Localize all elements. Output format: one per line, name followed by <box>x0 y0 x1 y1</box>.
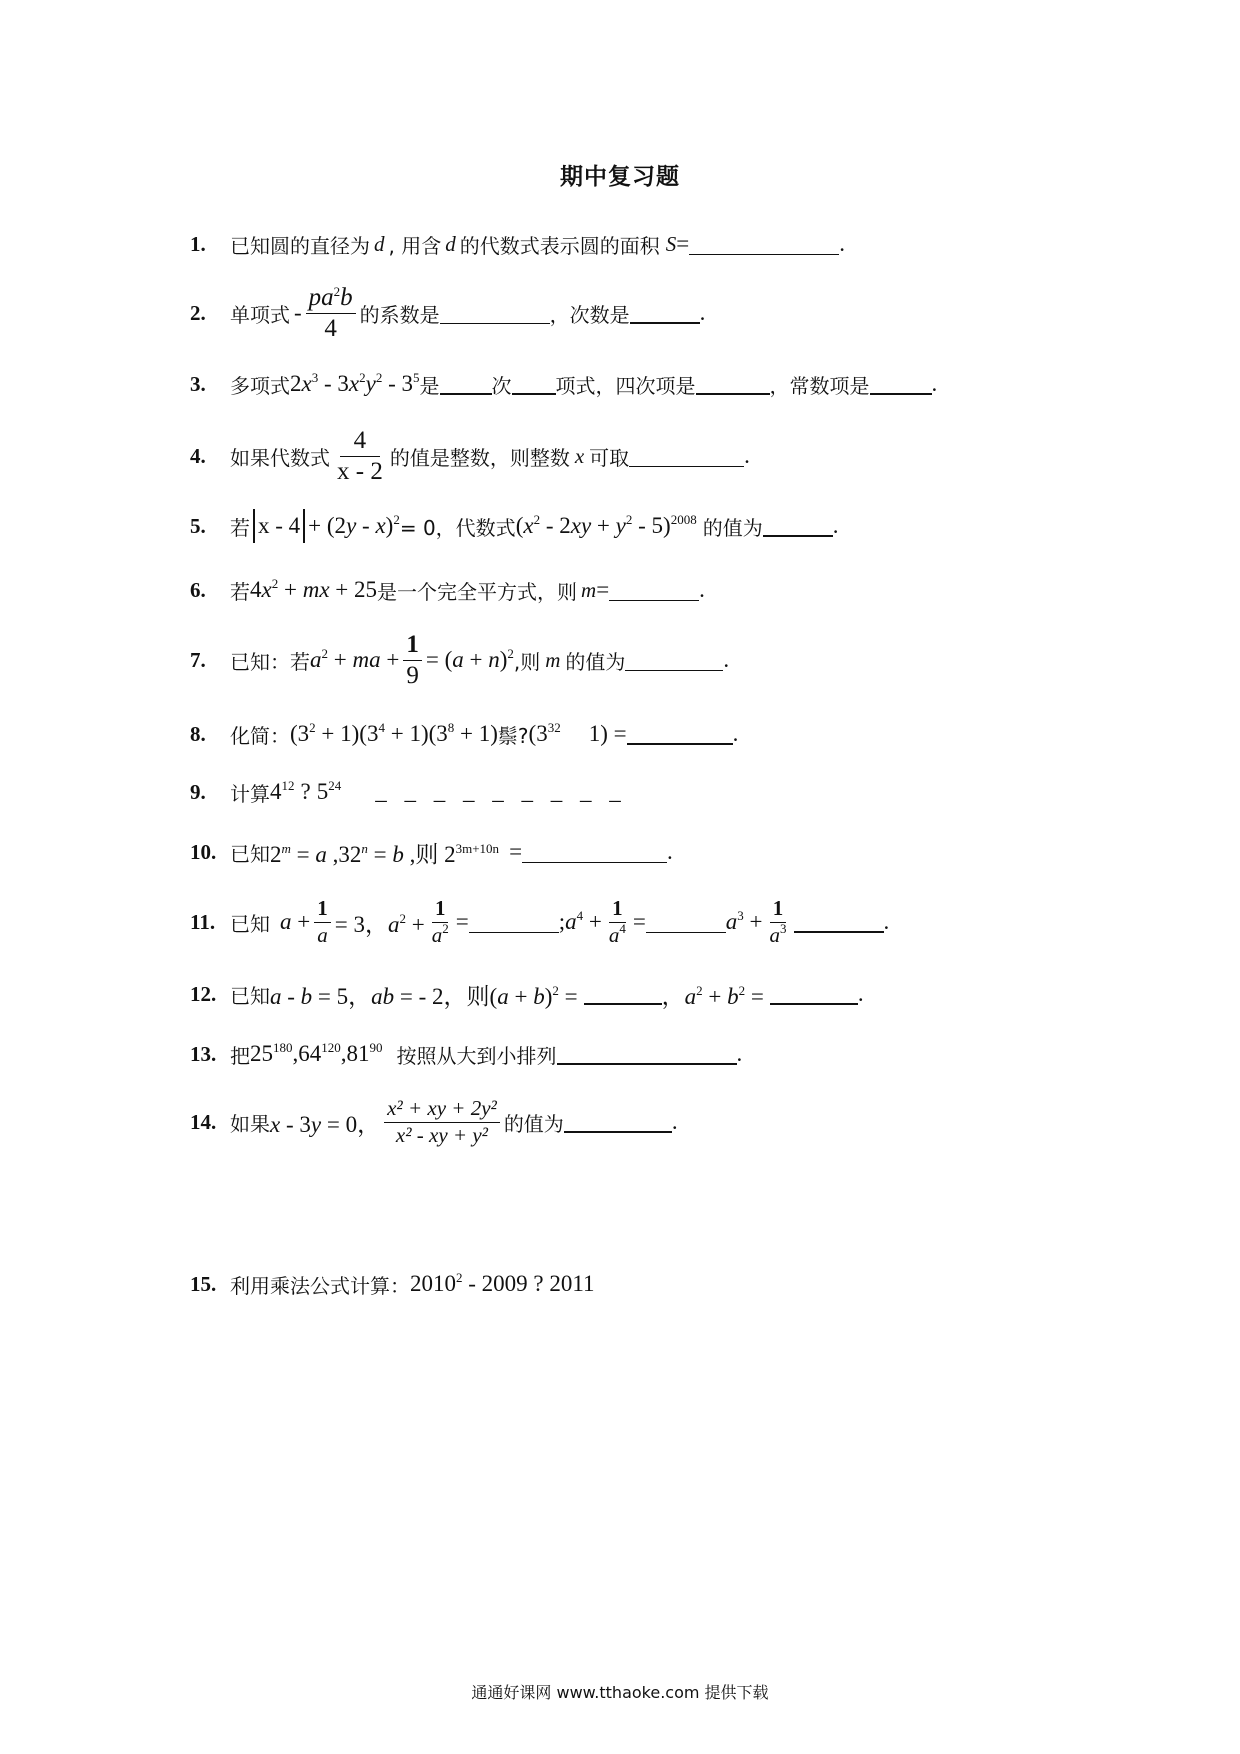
abs-bar <box>253 509 255 543</box>
answer-blank[interactable] <box>696 373 770 395</box>
answer-blank[interactable] <box>629 446 744 467</box>
question-number: 1. <box>190 231 206 256</box>
question-5: 5. 若 x - 4 + (2y - x)$^2$ = 0，代数式 $(x^2 - 2xy + y^2 - 5)^{2008}$ 的值为 . <box>190 496 1090 556</box>
question-1: 1. 已知圆的直径为 d , 用含 d 的代数式表示圆的面积 S = . <box>190 231 845 258</box>
answer-blank[interactable] <box>512 373 556 395</box>
fraction: $\frac{1}{a^4}$ <box>608 896 626 947</box>
question-8: 8. 化简： $(3^2 + 1)(3^4 + 1)(3^8 + 1)$ 鬃? ($3^{32}$ 1) = . <box>190 720 739 748</box>
question-13: 13. 把 $25^{180},64^{120},81^{90}$ 按照从大到小排列 . <box>190 1040 743 1068</box>
question-2: 2. 单项式 - $\frac{pa^2b}{4}$ 的系数是 ，次数是 . <box>190 284 706 342</box>
answer-blank[interactable] <box>870 373 932 395</box>
fraction: $\frac{1}{a}$ <box>314 897 331 946</box>
fraction: $\frac{1}{9}$ <box>403 631 422 689</box>
fraction: $\frac{pa^2b}{4}$ <box>306 284 356 342</box>
question-7: 7. 已知：若 $a^2$ + ma + $\frac{1}{9}$ = $(a + n)^2$ ,则 m 的值为 . <box>190 631 730 689</box>
answer-blank[interactable] <box>646 912 726 933</box>
page-title: 期中复习题 <box>560 164 680 190</box>
footer-credit: 通通好课网 www.tthaoke.com 提供下载 <box>471 1683 769 1702</box>
answer-dash-blank[interactable]: _ _ _ _ _ _ _ _ _ <box>375 779 627 804</box>
question-10: 10. 已知 $2^m = a$ $,32^n = b$ ,则 $2^{3m+10n}$ = . <box>190 839 673 867</box>
answer-blank[interactable] <box>689 234 839 255</box>
answer-blank[interactable] <box>584 983 662 1005</box>
question-12: 12. 已知 a - b = 5，ab = - 2，则$(a + b)^2$ = ，$a^2 + b^2$ = . <box>190 981 864 1009</box>
question-4: 4. 如果代数式 $\frac{4}{x - 2}$ 的值是整数，则整数 x 可取 . <box>190 427 750 485</box>
answer-blank[interactable] <box>794 911 884 933</box>
answer-blank[interactable] <box>609 580 699 601</box>
answer-blank[interactable] <box>469 912 559 933</box>
question-15: 15. 利用乘法公式计算： 2010$^2$ - 2009 ? 2011 <box>190 1270 595 1298</box>
fraction: $\frac{4}{x - 2}$ <box>337 427 383 485</box>
answer-blank[interactable] <box>557 1043 737 1065</box>
answer-blank[interactable] <box>564 1111 672 1133</box>
question-3: 3. 多项式 $2x^3 - 3x^2y^2 - 3^5$ 是 次 项式，四次项是 ，常数项是 . <box>190 370 938 398</box>
question-14: 14. 如果 x - 3y = 0， $\frac{\text{x² + xy + 2y²}}{\text{x² - xy + y²}}$ 的值为 . <box>190 1096 678 1147</box>
answer-blank[interactable] <box>522 842 667 863</box>
question-9: 9. 计算 $4^{12}$ ? $5^{24}$ _ _ _ _ _ _ _ _ _ <box>190 778 627 806</box>
abs-bar <box>303 509 305 543</box>
answer-blank[interactable] <box>440 373 492 395</box>
fraction: $\frac{1}{a^2}$ <box>431 896 449 947</box>
answer-blank[interactable] <box>440 303 550 324</box>
fraction: $\frac{1}{a^3}$ <box>769 896 787 947</box>
answer-blank[interactable] <box>630 302 700 324</box>
answer-blank[interactable] <box>625 650 723 671</box>
answer-blank[interactable] <box>770 983 858 1005</box>
fraction: $\frac{\text{x² + xy + 2y²}}{\text{x² - xy + y²}}$ <box>384 1097 500 1146</box>
question-6: 6. 若 $4x^2$ + mx + 25 是一个完全平方式，则 m = . <box>190 576 705 604</box>
question-11: 11. 已知 a + $\frac{1}{a}$ = 3，$a^2$ + $\frac{1}{a^2}$ = $;a^4$ + $\frac{1}{a^4}$ = $a^3$ + $\frac{1}{a^3}$ . <box>190 896 890 947</box>
answer-blank[interactable] <box>627 723 733 745</box>
answer-blank[interactable] <box>763 515 833 537</box>
